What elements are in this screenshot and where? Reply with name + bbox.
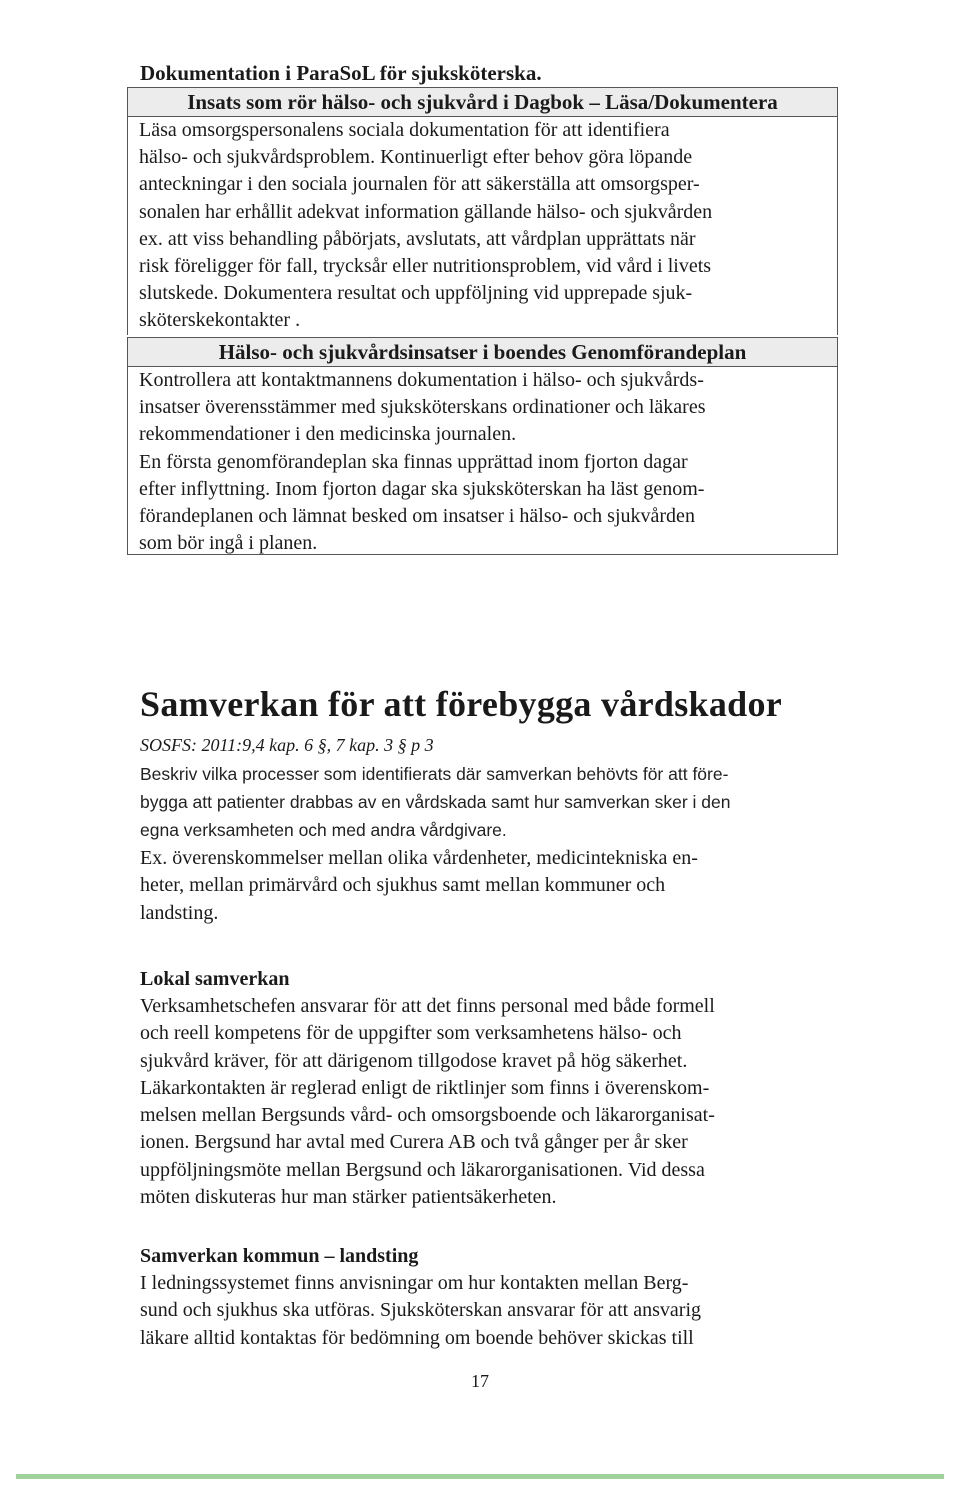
genomforandeplan-box-body [128,367,837,557]
genomforandeplan-box [127,337,838,555]
genomforandeplan-box-heading: Hälso- och sjukvårdsinsatser i boendes Genomförandeplan [128,338,837,367]
text-line: och reell kompetens för de uppgifter som verksamhetens hälso- och [140,1022,682,1045]
text-line: ionen. Bergsund har avtal med Curera AB och två gånger per år sker [140,1131,688,1154]
text-line: förandeplanen och lämnat besked om insatser i hälso- och sjukvården [139,505,695,528]
regulation-reference: SOSFS: 2011:9,4 kap. 6 §, 7 kap. 3 § p 3 [140,735,434,755]
text-line: rekommendationer i den medicinska journalen. [139,423,517,446]
text-line: efter inflyttning. Inom fjorton dagar ska sjuksköterskan ha läst genom- [139,477,705,500]
samverkan-kommun-heading: Samverkan kommun – landsting [140,1245,419,1267]
text-line: möten diskuteras hur man stärker patientsäkerheten. [140,1186,557,1209]
section-title: Samverkan för att förebygga vårdskador [140,684,783,724]
text-line: landsting. [140,901,219,924]
samverkan-kommun-paragraph [140,1270,701,1352]
text-line: sjukvård kräver, för att därigenom tillgodose kravet på hög säkerhet. [140,1049,688,1072]
text-line: heter, mellan primärvård och sjukhus samt mellan kommuner och [140,874,666,897]
text-line: melsen mellan Bergsunds vård- och omsorgsboende och läkarorganisat- [140,1104,715,1127]
example-paragraph [140,845,698,927]
text-line: uppföljningsmöte mellan Bergsund och läkarorganisationen. Vid dessa [140,1158,705,1181]
text-line: Läsa omsorgspersonalens sociala dokumentation för att identifiera [139,119,670,141]
text-line: sund och sjukhus ska utföras. Sjuksköterskan ansvarar för att ansvarig [140,1299,701,1322]
text-line: läkare alltid kontaktas för bedömning om boende behöver skickas till [140,1326,694,1349]
lokal-samverkan-heading: Lokal samverkan [140,968,290,990]
text-line: slutskede. Dokumentera resultat och uppföljning vid upprepade sjuk- [139,282,693,305]
dagbok-box-heading: Insats som rör hälso- och sjukvård i Dagbok – Läsa/Dokumentera [128,88,837,117]
text-line: sonalen har erhållit adekvat information gällande hälso- och sjukvården [139,200,713,223]
lokal-samverkan-paragraph [140,993,715,1211]
text-line: Verksamhetschefen ansvarar för att det finns personal med både formell [140,995,715,1017]
text-line: En första genomförandeplan ska finnas upprättad inom fjorton dagar [139,450,688,473]
text-line: Ex. överenskommelser mellan olika vårdenheter, medicintekniska en- [140,847,698,869]
text-line: anteckningar i den sociala journalen för att säkerställa att omsorgsper- [139,173,700,196]
text-line: ex. att viss behandling påbörjats, avslutats, att vårdplan upprättats när [139,227,696,250]
text-line: sköterskekontakter . [139,309,301,332]
text-line: bygga att patienter drabbas av en vårdskada samt hur samverkan sker i den [140,792,731,812]
text-line: insatser överensstämmer med sjuksköterskans ordinationer och läkares [139,396,706,419]
text-line: egna verksamheten och med andra vårdgivare. [140,820,507,840]
text-line: Beskriv vilka processer som identifierats där samverkan behövts för att före- [140,764,729,784]
text-line: Läkarkontakten är reglerad enligt de riktlinjer som finns i överenskom- [140,1076,710,1099]
text-line: Kontrollera att kontaktmannens dokumentation i hälso- och sjukvårds- [139,369,704,391]
text-line: risk föreligger för fall, trycksår eller nutritionsproblem, vid vård i livets [139,255,712,278]
text-line: som bör ingå i planen. [139,532,318,555]
text-line: I ledningssystemet finns anvisningar om hur kontakten mellan Berg- [140,1272,689,1294]
text-line: hälso- och sjukvårdsproblem. Kontinuerligt efter behov göra löpande [139,146,693,169]
dagbok-box [127,87,838,335]
document-title: Dokumentation i ParaSoL för sjuksköterska. [140,61,542,85]
dagbok-box-body [128,117,837,335]
footer-rule [16,1474,944,1479]
page-number: 17 [471,1371,489,1391]
describe-paragraph [140,760,730,844]
